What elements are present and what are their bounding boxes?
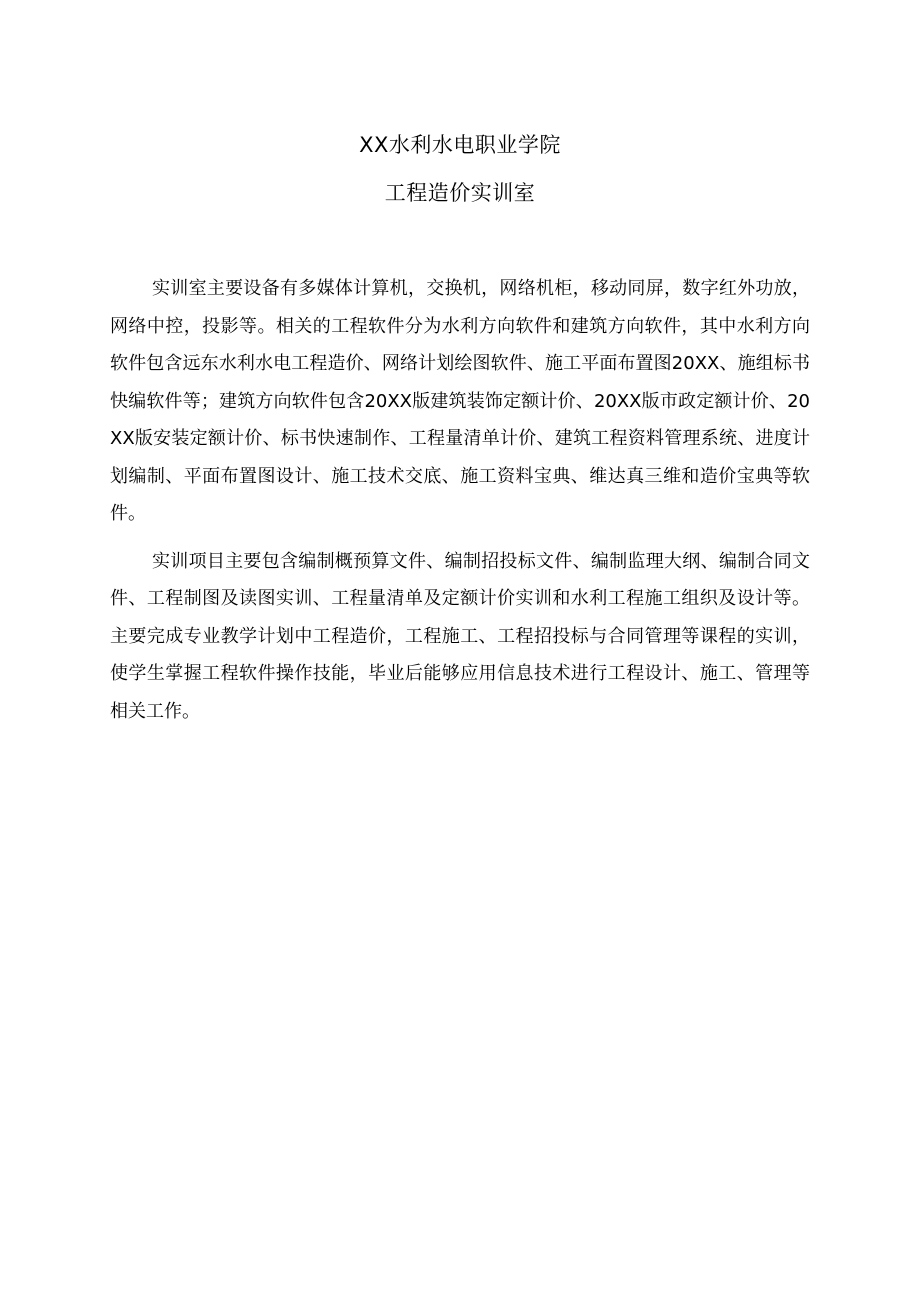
document-body <box>110 270 810 740</box>
paragraph-equipment-software: 实训室主要设备有多媒体计算机，交换机，网络机柜，移动同屏，数字红外功放，网络中控，投影等。相关的工程软件分为水利方向软件和建筑方向软件，其中水利方向软件包含远东水利水电工程造价、网络计划绘图软件、施工平面布置图20XX、施组标书快编软件等；建筑方向软件包含20XX版建筑装饰定额计价、20XX版市政定额计价、20XX版安装定额计价、标书快速制作、工程量清单计价、建筑工程资料管理系统、进度计划编制、平面布置图设计、施工技术交底、施工资料宝典、维达真三维和造价宝典等软件。 <box>110 278 810 524</box>
paragraph-training-projects: 实训项目主要包含编制概预算文件、编制招投标文件、编制监理大纲、编制合同文件、工程制图及读图实训、工程量清单及定额计价实训和水利工程施工组织及设计等。主要完成专业教学计划中工程造价，工程施工、工程招投标与合同管理等课程的实训，使学生掌握工程软件操作技能，毕业后能够应用信息技术进行工程设计、施工、管理等相关工作。 <box>110 550 810 722</box>
document-subtitle: 工程造价实训室 <box>384 181 536 205</box>
document-title: XX水利水电职业学院 <box>359 133 561 157</box>
